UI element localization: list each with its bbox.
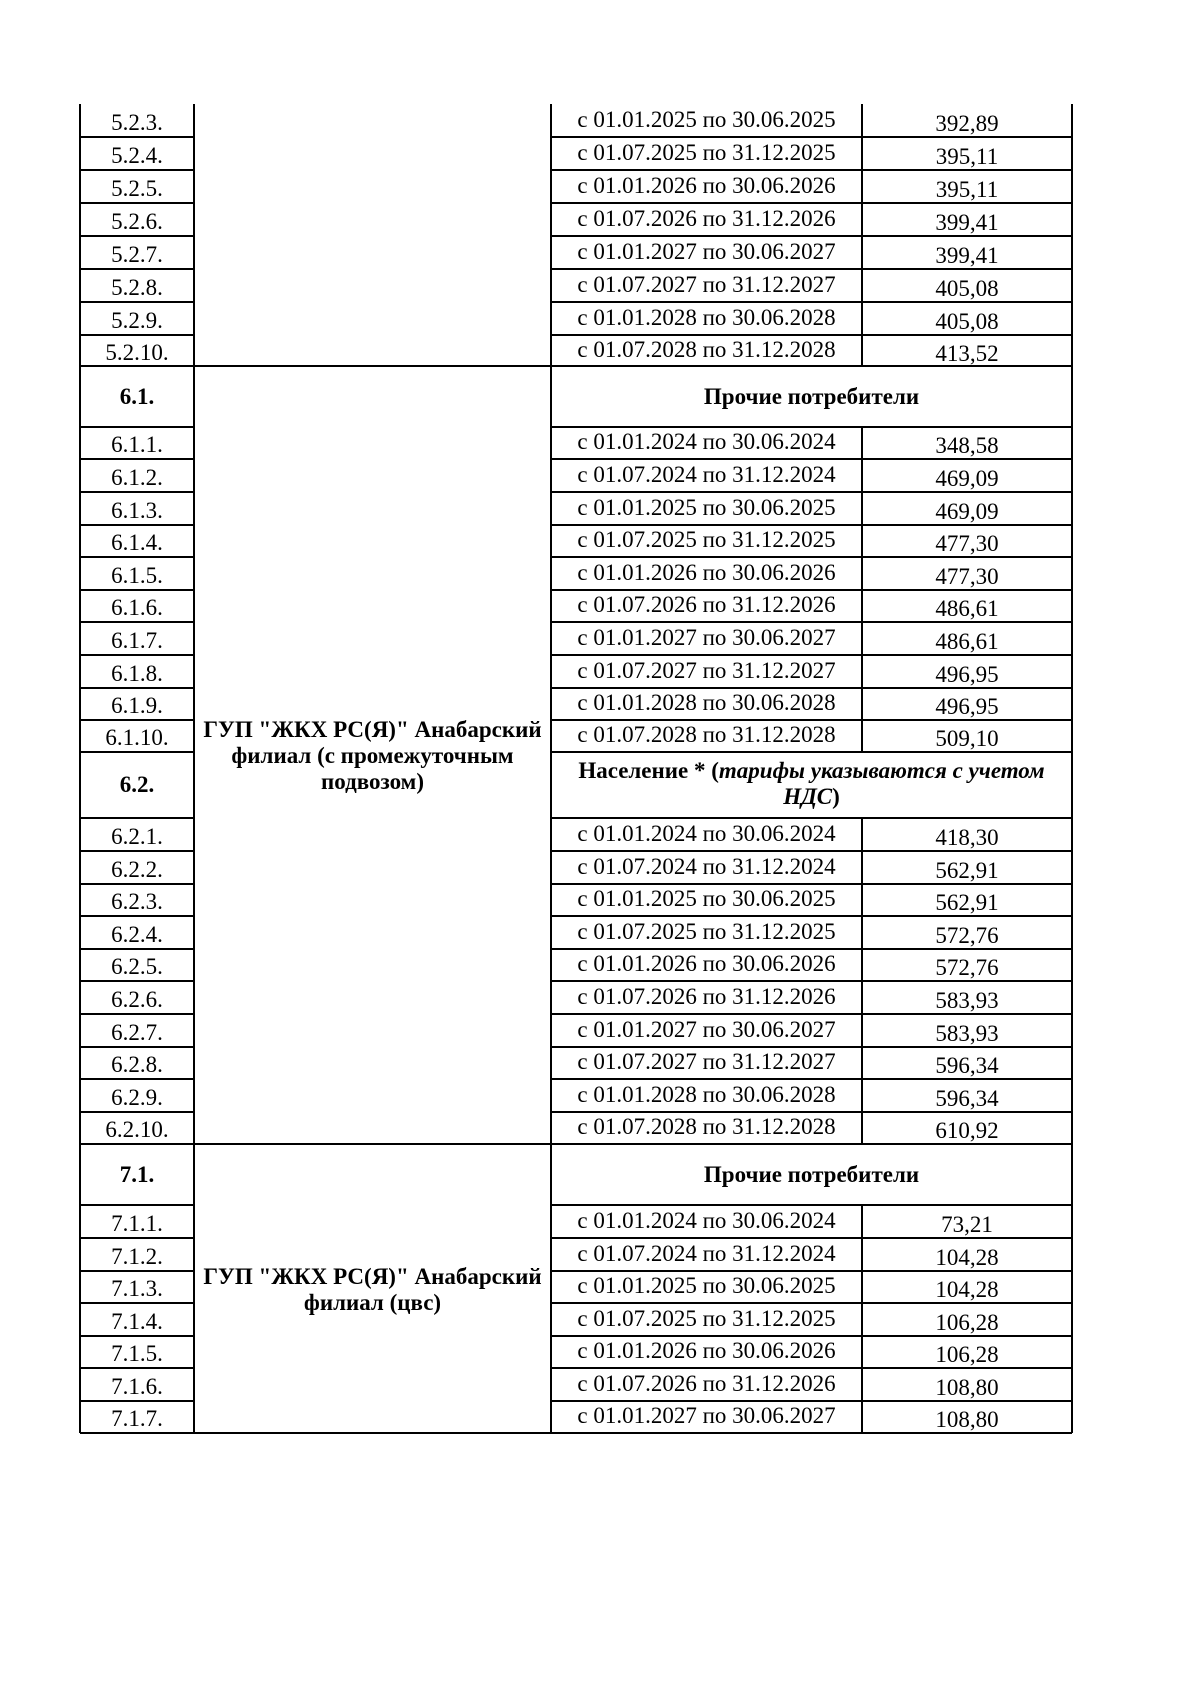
period-cell: с 01.01.2026 по 30.06.2026 bbox=[577, 951, 836, 976]
grid-line bbox=[861, 1303, 863, 1336]
tariff-value: 108,80 bbox=[935, 1407, 999, 1432]
row-number: 7.1.2. bbox=[111, 1243, 163, 1269]
tariff-value: 572,76 bbox=[935, 955, 999, 980]
row-number: 6.1.4. bbox=[111, 530, 163, 555]
row-number: 6.2.8. bbox=[111, 1052, 163, 1077]
row-number: 7.1. bbox=[119, 1161, 155, 1187]
tariff-value: 562,91 bbox=[935, 890, 999, 915]
row-number: 6.1.9. bbox=[111, 693, 163, 718]
period-cell: с 01.07.2025 по 31.12.2025 bbox=[577, 918, 836, 944]
grid-line bbox=[861, 949, 863, 981]
row-number: 5.2.4. bbox=[111, 142, 163, 168]
row-number: 7.1.6. bbox=[111, 1373, 163, 1399]
grid-line bbox=[80, 365, 1072, 367]
row-number: 5.2.8. bbox=[111, 274, 163, 300]
grid-line bbox=[861, 525, 863, 557]
row-number: 7.1.5. bbox=[111, 1341, 163, 1366]
row-number: 6.1.5. bbox=[111, 562, 163, 588]
period-cell: с 01.07.2025 по 31.12.2025 bbox=[577, 139, 836, 165]
grid-line bbox=[861, 818, 863, 851]
period-cell: с 01.01.2025 по 30.06.2025 bbox=[577, 106, 836, 132]
row-number: 6.2.5. bbox=[111, 954, 163, 979]
grid-line bbox=[861, 851, 863, 884]
tariff-value: 395,11 bbox=[935, 143, 999, 169]
grid-line bbox=[861, 137, 863, 170]
grid-line bbox=[861, 492, 863, 525]
grid-line bbox=[861, 1238, 863, 1271]
period-cell: с 01.07.2026 по 31.12.2026 bbox=[577, 983, 836, 1009]
period-cell: с 01.01.2027 по 30.06.2027 bbox=[577, 238, 836, 264]
tariff-value: 596,34 bbox=[935, 1085, 999, 1111]
grid-line bbox=[80, 1432, 1072, 1434]
row-number: 6.1.8. bbox=[111, 660, 163, 686]
row-number: 5.2.7. bbox=[111, 241, 163, 267]
tariff-value: 583,93 bbox=[935, 987, 999, 1013]
grid-line bbox=[861, 335, 863, 366]
row-number: 5.2.10. bbox=[105, 339, 169, 365]
tariff-value: 572,76 bbox=[935, 922, 999, 948]
row-number: 7.1.3. bbox=[111, 1276, 163, 1301]
period-cell: с 01.07.2028 по 31.12.2028 bbox=[577, 1114, 836, 1139]
tariff-value: 108,80 bbox=[935, 1374, 999, 1400]
tariff-value: 348,58 bbox=[935, 433, 999, 458]
tariff-value: 399,41 bbox=[935, 242, 999, 268]
grid-line bbox=[861, 720, 863, 752]
period-cell: с 01.07.2026 по 31.12.2026 bbox=[577, 592, 836, 617]
row-number: 6.2.3. bbox=[111, 889, 163, 914]
grid-line bbox=[861, 884, 863, 916]
tariff-value: 469,09 bbox=[935, 498, 999, 524]
grid-line bbox=[80, 1143, 1072, 1145]
period-cell: с 01.01.2027 по 30.06.2027 bbox=[577, 1403, 836, 1428]
period-cell: с 01.01.2026 по 30.06.2026 bbox=[577, 172, 836, 198]
row-number: 7.1.1. bbox=[111, 1210, 163, 1236]
grid-line bbox=[861, 459, 863, 492]
tariff-value: 104,28 bbox=[935, 1244, 999, 1270]
row-number: 7.1.7. bbox=[111, 1406, 163, 1431]
period-cell: с 01.01.2024 по 30.06.2024 bbox=[577, 820, 836, 846]
tariff-value: 413,52 bbox=[935, 340, 999, 366]
period-cell: с 01.01.2028 по 30.06.2028 bbox=[577, 690, 836, 715]
grid-line bbox=[861, 655, 863, 688]
row-number: 6.1. bbox=[119, 383, 155, 409]
period-cell: с 01.01.2025 по 30.06.2025 bbox=[577, 1273, 836, 1298]
period-cell: с 01.01.2025 по 30.06.2025 bbox=[577, 494, 836, 520]
period-cell: с 01.07.2028 по 31.12.2028 bbox=[577, 722, 836, 747]
period-cell: с 01.01.2024 по 30.06.2024 bbox=[577, 429, 836, 454]
tariff-value: 509,10 bbox=[935, 726, 999, 751]
period-cell: с 01.01.2025 по 30.06.2025 bbox=[577, 886, 836, 911]
grid-line bbox=[551, 751, 1072, 753]
row-number: 5.2.5. bbox=[111, 175, 163, 201]
period-cell: с 01.07.2027 по 31.12.2027 bbox=[577, 657, 836, 683]
row-number: 5.2.6. bbox=[111, 208, 163, 234]
grid-line bbox=[861, 236, 863, 269]
period-cell: с 01.07.2027 по 31.12.2027 bbox=[577, 1049, 836, 1074]
grid-line bbox=[861, 1401, 863, 1433]
grid-line bbox=[861, 1079, 863, 1112]
tariff-value: 73,21 bbox=[941, 1211, 993, 1237]
grid-line bbox=[861, 1368, 863, 1401]
tariff-value: 399,41 bbox=[935, 209, 999, 235]
header-note: тарифы указываются с учетом НДС bbox=[718, 758, 1045, 809]
tariff-value: 496,95 bbox=[935, 694, 999, 719]
grid-line bbox=[861, 1112, 863, 1144]
period-cell: с 01.07.2025 по 31.12.2025 bbox=[577, 1305, 836, 1331]
grid-line bbox=[861, 622, 863, 655]
grid-line bbox=[861, 916, 863, 949]
period-cell: с 01.07.2028 по 31.12.2028 bbox=[577, 336, 836, 362]
grid-line bbox=[861, 170, 863, 203]
tariff-value: 477,30 bbox=[935, 531, 999, 556]
organization-name: ГУП "ЖКХ РС(Я)" Анабарский филиал (цвс) bbox=[203, 1264, 542, 1315]
category-header bbox=[551, 752, 1072, 818]
grid-line bbox=[861, 302, 863, 335]
period-cell: с 01.01.2024 по 30.06.2024 bbox=[577, 1207, 836, 1233]
category-header: Прочие потребители bbox=[703, 383, 920, 409]
period-cell: с 01.01.2027 по 30.06.2027 bbox=[577, 1016, 836, 1042]
tariff-value: 469,09 bbox=[935, 465, 999, 491]
grid-line bbox=[861, 557, 863, 590]
row-number: 6.2.9. bbox=[111, 1084, 163, 1110]
row-number: 6.2.2. bbox=[111, 856, 163, 882]
tariff-value: 395,11 bbox=[935, 176, 999, 202]
row-number: 6.1.3. bbox=[111, 497, 163, 523]
header-suffix: ) bbox=[832, 784, 840, 809]
tariff-value: 405,08 bbox=[935, 275, 999, 301]
row-number: 5.2.3. bbox=[111, 109, 163, 135]
grid-line bbox=[861, 269, 863, 302]
tariff-value: 477,30 bbox=[935, 563, 999, 589]
tariff-value: 610,92 bbox=[935, 1118, 999, 1143]
tariff-value: 486,61 bbox=[935, 628, 999, 654]
tariff-value: 106,28 bbox=[935, 1342, 999, 1367]
period-cell: с 01.07.2024 по 31.12.2024 bbox=[577, 853, 836, 879]
period-cell: с 01.01.2026 по 30.06.2026 bbox=[577, 1338, 836, 1363]
header-prefix: Население * ( bbox=[578, 758, 719, 783]
category-header: Прочие потребители bbox=[703, 1161, 920, 1187]
tariff-value: 596,34 bbox=[935, 1053, 999, 1078]
period-cell: с 01.01.2026 по 30.06.2026 bbox=[577, 559, 836, 585]
grid-line bbox=[861, 1014, 863, 1047]
grid-line bbox=[861, 688, 863, 720]
row-number: 6.2.10. bbox=[105, 1117, 169, 1142]
row-number: 6.1.10. bbox=[105, 725, 169, 750]
period-cell: с 01.07.2025 по 31.12.2025 bbox=[577, 527, 836, 552]
grid-line bbox=[861, 104, 863, 137]
grid-line bbox=[861, 1336, 863, 1368]
row-number: 6.1.7. bbox=[111, 627, 163, 653]
row-number: 6.1.6. bbox=[111, 595, 163, 620]
row-number: 6.1.1. bbox=[111, 432, 163, 457]
tariff-value: 104,28 bbox=[935, 1277, 999, 1302]
organization-name: ГУП "ЖКХ РС(Я)" Анабарский филиал (с промежуточным подвозом) bbox=[203, 717, 542, 794]
grid-line bbox=[861, 1205, 863, 1238]
row-number: 5.2.9. bbox=[111, 307, 163, 333]
row-number: 6.2.1. bbox=[111, 823, 163, 849]
grid-line bbox=[861, 427, 863, 459]
grid-line bbox=[861, 981, 863, 1014]
tariff-value: 583,93 bbox=[935, 1020, 999, 1046]
grid-line bbox=[861, 1047, 863, 1079]
tariff-value: 392,89 bbox=[935, 110, 999, 136]
tariff-value: 562,91 bbox=[935, 857, 999, 883]
tariff-value: 496,95 bbox=[935, 661, 999, 687]
row-number: 6.2. bbox=[119, 772, 155, 797]
grid-line bbox=[861, 203, 863, 236]
row-number: 6.2.7. bbox=[111, 1019, 163, 1045]
row-number: 6.2.4. bbox=[111, 921, 163, 947]
period-cell: с 01.07.2026 по 31.12.2026 bbox=[577, 1370, 836, 1396]
row-number: 6.2.6. bbox=[111, 986, 163, 1012]
period-cell: с 01.07.2027 по 31.12.2027 bbox=[577, 271, 836, 297]
grid-line bbox=[861, 1271, 863, 1303]
row-number: 6.1.2. bbox=[111, 464, 163, 490]
period-cell: с 01.07.2024 по 31.12.2024 bbox=[577, 461, 836, 487]
period-cell: с 01.01.2028 по 30.06.2028 bbox=[577, 1081, 836, 1107]
grid-line bbox=[861, 590, 863, 622]
tariff-value: 486,61 bbox=[935, 596, 999, 621]
tariff-value: 405,08 bbox=[935, 308, 999, 334]
period-cell: с 01.01.2028 по 30.06.2028 bbox=[577, 304, 836, 330]
period-cell: с 01.01.2027 по 30.06.2027 bbox=[577, 624, 836, 650]
period-cell: с 01.07.2026 по 31.12.2026 bbox=[577, 205, 836, 231]
row-number: 7.1.4. bbox=[111, 1308, 163, 1334]
period-cell: с 01.07.2024 по 31.12.2024 bbox=[577, 1240, 836, 1266]
tariff-value: 418,30 bbox=[935, 824, 999, 850]
tariff-value: 106,28 bbox=[935, 1309, 999, 1335]
